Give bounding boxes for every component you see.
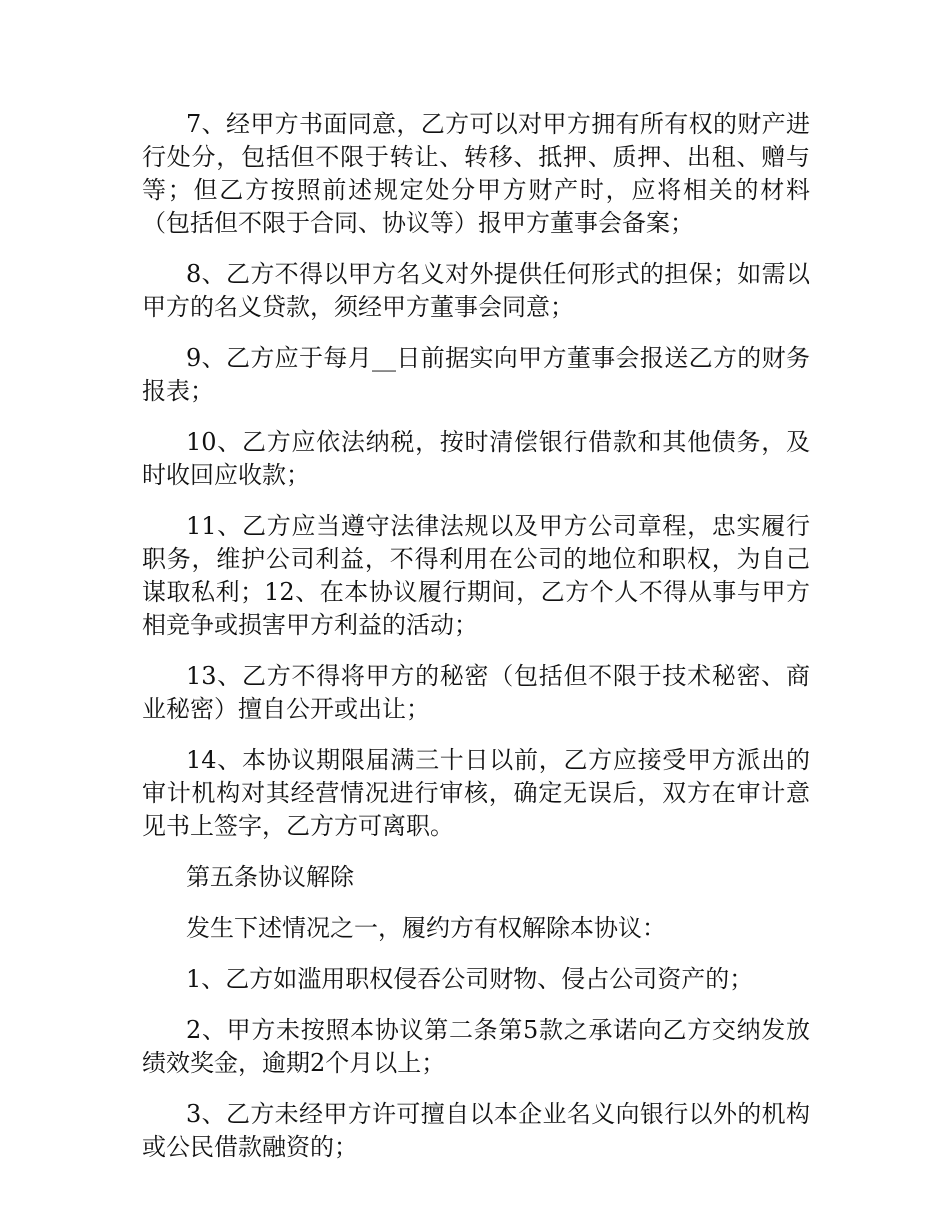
termination-item-1: 1、乙方如滥用职权侵吞公司财物、侵占公司资产的；	[186, 965, 754, 993]
clause-11-12: 11、乙方应当遵守法律法规以及甲方公司章程，忠实履行职务，维护公司利益，不得利用在公司的地位和职权，为自己谋取私利；12、在本协议履行期间，乙方个人不得从事与甲方相竞争或损害甲方利益的活动；	[142, 512, 810, 639]
clause-10: 10、乙方应依法纳税，按时清偿银行借款和其他债务，及时收回应收款；	[142, 428, 810, 489]
document-body	[142, 108, 810, 1182]
termination-item-2: 2、甲方未按照本协议第二条第5款之承诺向乙方交纳发放绩效奖金，逾期2个月以上；	[142, 1016, 810, 1077]
termination-intro: 发生下述情况之一，履约方有权解除本协议：	[186, 914, 666, 942]
section-heading-article-5: 第五条协议解除	[186, 863, 354, 891]
clause-8: 8、乙方不得以甲方名义对外提供任何形式的担保；如需以甲方的名义贷款，须经甲方董事会同意；	[142, 260, 810, 321]
clause-9: 9、乙方应于每月__日前据实向甲方董事会报送乙方的财务报表；	[142, 344, 810, 405]
clause-7: 7、经甲方书面同意，乙方可以对甲方拥有所有权的财产进行处分，包括但不限于转让、转移、抵押、质押、出租、赠与等；但乙方按照前述规定处分甲方财产时，应将相关的材料（包括但不限于合同、协议等）报甲方董事会备案；	[142, 110, 810, 237]
clause-14: 14、本协议期限届满三十日以前，乙方应接受甲方派出的审计机构对其经营情况进行审核，确定无误后，双方在审计意见书上签字，乙方方可离职。	[142, 746, 810, 840]
termination-item-3: 3、乙方未经甲方许可擅自以本企业名义向银行以外的机构或公民借款融资的；	[142, 1100, 810, 1161]
clause-13: 13、乙方不得将甲方的秘密（包括但不限于技术秘密、商业秘密）擅自公开或出让；	[142, 662, 810, 723]
